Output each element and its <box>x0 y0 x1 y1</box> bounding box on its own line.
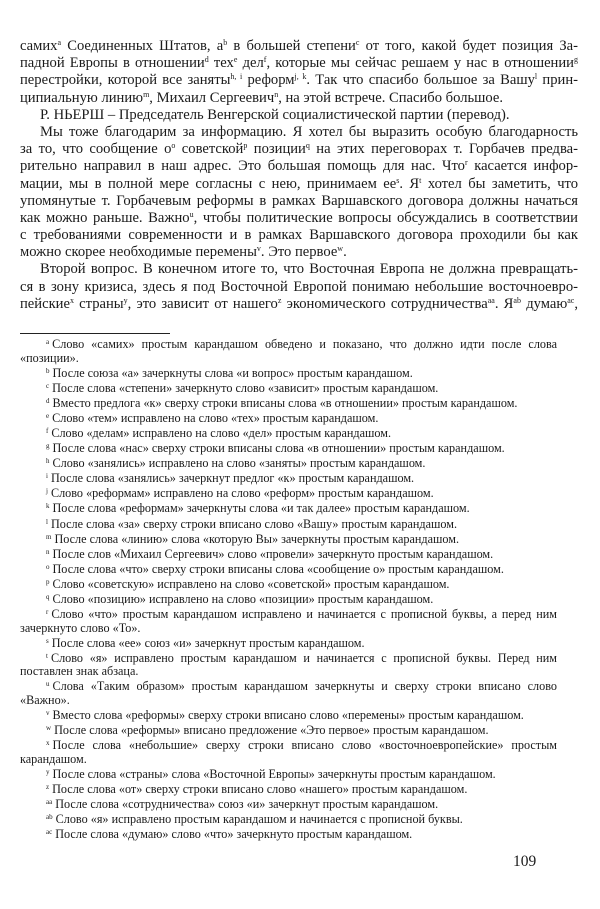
footnote <box>20 724 557 738</box>
footnote-text: После слова «нас» сверху строки вписаны слова «в отношении» простым карандашом. <box>52 441 505 456</box>
footnote-text: После союза «а» зачеркнуты слова «и вопрос» простым карандашом. <box>52 365 413 380</box>
footnote <box>20 487 557 501</box>
footnote-text: После слова «думаю» слово «что» зачеркнуто простым карандашом. <box>55 827 413 842</box>
footnote-ref: m <box>143 89 150 99</box>
footnote-mark: j <box>46 487 48 496</box>
footnote-text: После слов «Михаил Сергеевич» слово «провели» зачеркнуто простым карандашом. <box>52 546 494 561</box>
footnote-text: После слова «страны» слова «Восточной Европы» зачеркнуты простым карандашом. <box>52 766 496 781</box>
footnote-ref: ab <box>513 295 521 305</box>
text-line: Второй вопрос. В конечном итоге то, что Восточная Европа не должна превращать- <box>40 261 578 278</box>
footnote-text: После слова «за» сверху строки вписано слово «Вашу» простым карандашом. <box>50 516 457 531</box>
footnote <box>20 783 557 797</box>
text-line: перестройки, которой все заняты$^{h, i}$ реформ$^{j, k}$. Так что спасибо большое за Вашу$^l$ прин- <box>20 72 578 89</box>
footnote-ref: b <box>223 38 228 47</box>
footnote <box>20 338 557 365</box>
footnote-ref: l <box>534 72 538 82</box>
text-line: упомянутые т. Горбачевым реформы в рамках Варшавского договора должны начаться <box>20 192 578 209</box>
footnote-ref: q <box>305 141 310 151</box>
text-line: с требованиями современности и в рамках Варшавского договора проходили бы как <box>20 227 578 244</box>
text-line: рительно направил в наш адрес. Это большая помощь для нас. Что$^r$ касается инфор- <box>20 158 579 175</box>
footnote-text: Слово «я» исправлено простым карандашом и начинается с прописной буквы. <box>55 812 463 827</box>
footnote-ref: z <box>277 295 282 305</box>
footnote-mark: ac <box>46 828 53 837</box>
footnote-mark: g <box>46 442 50 451</box>
footnote-text: Слово «позицию» исправлено на слово «позиции» простым карандашом. <box>52 592 434 606</box>
footnote-mark: w <box>46 724 52 733</box>
footnote <box>20 457 557 471</box>
footnote-text: После слова «линию» слова «которую Вы» зачеркнуты простым карандашом. <box>54 531 460 546</box>
text-line: пейские$^x$ страны$^y$, это зависит от нашего$^z$ экономического сотрудничества$^{aa}$. $Я^{ab}$ думаю$^{ac}$, <box>20 295 579 312</box>
footnote-ref: p <box>243 141 248 151</box>
footnote <box>20 828 557 842</box>
footnote-ref: y <box>123 295 128 305</box>
text-line: мации, мы в полной мере согласны с нею, принимаем $ее^s$. $Я^t$ хотел бы заметить, что <box>20 175 579 192</box>
footnote-mark: a <box>46 338 50 346</box>
footnote-ref: w <box>337 244 344 254</box>
footnote-mark: ab <box>46 813 53 822</box>
footnote-mark: u <box>46 680 50 689</box>
footnote-ref: h, i <box>230 72 243 82</box>
page-number: 109 <box>513 853 537 870</box>
footnote-text: После слова «от» сверху строки вписано слово «нашего» простым карандашом. <box>52 781 468 796</box>
footnote-text: Слово «тем» исправлено на слово «тех» простым карандашом. <box>52 410 379 425</box>
footnote-ref: o <box>171 141 176 151</box>
footnote-mark: aa <box>46 797 53 806</box>
footnote-ref: ac <box>567 295 575 305</box>
footnote-text: Вместо предлога «к» сверху строки вписаны слова «в отношении» простым карандашом. <box>52 395 518 410</box>
footnote-text: После слова «занялись» зачеркнут предлог «к» простым карандашом. <box>50 471 415 486</box>
footnote-mark: k <box>46 502 50 511</box>
footnote-ref: u <box>189 209 194 219</box>
text-line: самих$^a$ Соединенных Штатов, $а^b$ в большей степени$^c$ от того, какой будет позиция За- <box>20 38 578 54</box>
footnote-ref: s <box>396 175 400 185</box>
footnote-ref: e <box>233 55 238 65</box>
main-text <box>20 38 578 313</box>
footnote-ref: c <box>355 38 360 47</box>
footnote-text: Слово «советскую» исправлено на слово «советской» простым карандашом. <box>52 576 450 591</box>
footnote-mark: s <box>46 636 49 645</box>
footnote-ref: f <box>263 55 267 65</box>
text-line: ся в зону кризиса, здесь я под Восточной Европой понимаю небольшие восточноевро- <box>20 278 578 295</box>
footnote-mark: i <box>46 472 48 481</box>
footnote <box>20 608 557 635</box>
text-line: за то, что сообщение $о^o$ советской$^p$ позиции$^q$ на этих переговорах т. Горбачев предва- <box>20 141 578 158</box>
footnote <box>20 637 557 651</box>
footnote-mark: r <box>46 608 49 617</box>
footnote-text: После слова «что» сверху строки вписаны слова «сообщение о» простым карандашом. <box>52 561 504 576</box>
footnote <box>20 652 557 679</box>
footnote-ref: r <box>464 158 468 168</box>
footnote-mark: n <box>46 547 50 556</box>
footnote-text: После слова «реформам» зачеркнуты слова «и так далее» простым карандашом. <box>52 501 470 516</box>
footnote-mark: h <box>46 457 50 466</box>
footnote-text: После слова «ее» союз «и» зачеркнут простым карандашом. <box>51 635 365 650</box>
footnote-mark: f <box>46 426 49 435</box>
footnote-mark: p <box>46 577 50 586</box>
footnote <box>20 502 557 516</box>
footnote <box>20 533 557 547</box>
footnote-text: Слово «самих» простым карандашом обведено и показано, что должно идти после слова «позиции». <box>20 337 557 365</box>
text-line: падной Европы в отношении$^d$ тех$^e$ дел$^f$, которые мы сейчас решаем у нас в отношении$^g$ <box>20 55 578 72</box>
footnote <box>20 397 557 411</box>
footnote-text: Вместо слова «реформы» сверху строки вписано слово «перемены» простым карандашом. <box>52 707 524 722</box>
footnote-mark: b <box>46 366 50 375</box>
footnote-ref: n <box>274 89 279 99</box>
text-line: можно скорее необходимые перемены$^v$. Это первое$^w$. <box>20 244 347 261</box>
footnote-text: После слова «реформы» вписано предложение «Это первое» простым карандашом. <box>54 723 489 738</box>
footnote-mark: m <box>46 532 52 541</box>
footnote <box>20 442 557 456</box>
footnote <box>20 427 557 441</box>
footnote-text: Слово «занялись» исправлено на слово «заняты» простым карандашом. <box>52 456 426 471</box>
footnote <box>20 593 557 607</box>
footnote-text: После слова «степени» зачеркнуто слово «зависит» простым карандашом. <box>52 380 439 395</box>
footnote-ref: g <box>574 55 578 65</box>
footnote-mark: x <box>46 739 50 748</box>
footnote-mark: t <box>46 651 48 660</box>
text-line: Мы тоже благодарим за информацию. Я хотел бы выразить особую благодарность <box>40 123 578 140</box>
footnote-text: После слова «сотрудничества» союз «и» зачеркнут простым карандашом. <box>55 796 439 811</box>
footnote-text: Слово «что» простым карандашом исправлено и начинается с прописной буквы, а перед ним зачеркнуто слово «То». <box>20 607 557 635</box>
text-line: Р. НЬЕРШ – Председатель Венгерской социалистической партии (перевод). <box>40 106 510 123</box>
footnote <box>20 798 557 812</box>
footnote-ref: x <box>69 295 74 305</box>
footnote-text: Слово «делам» исправлено на слово «дел» простым карандашом. <box>51 425 391 440</box>
footnote <box>20 367 557 381</box>
footnote-mark: e <box>46 411 50 420</box>
footnote <box>20 548 557 562</box>
footnote-mark: q <box>46 593 50 601</box>
footnote <box>20 578 557 592</box>
footnote-mark: l <box>46 517 48 526</box>
text-line: ципиальную линию$^m$, Михаил Сергеевич$^n$, на этой встрече. Спасибо большое. <box>20 89 503 106</box>
footnote <box>20 563 557 577</box>
footnote-mark: v <box>46 708 50 717</box>
footnote-divider <box>20 333 170 334</box>
footnote-text: Слово «реформам» исправлено на слово «реформ» простым карандашом. <box>50 486 434 501</box>
footnote <box>20 709 557 723</box>
footnote <box>20 813 557 827</box>
footnote-ref: d <box>204 55 209 65</box>
text-line: как можно раньше. Важно$^u$, чтобы политические вопросы обсуждались в соответствии <box>20 209 578 226</box>
footnote-ref: j, k <box>294 72 307 82</box>
footnote-mark: d <box>46 396 50 405</box>
footnote <box>20 518 557 532</box>
footnote-text: Слова «Таким образом» простым карандашом зачеркнуты и сверху строки вписано слово «Важно». <box>20 679 557 707</box>
footnote <box>20 472 557 486</box>
footnotes <box>20 338 557 843</box>
footnote-text: Слово «я» исправлено простым карандашом и начинается с прописной буквы. Перед ним поставлен знак абзаца. <box>20 650 557 679</box>
footnote <box>20 768 557 782</box>
footnote-mark: y <box>46 767 50 776</box>
footnote-mark: o <box>46 562 50 571</box>
footnote-ref: a <box>57 38 62 47</box>
footnote-mark: z <box>46 782 50 791</box>
footnote <box>20 412 557 426</box>
footnote-ref: t <box>419 175 422 185</box>
footnote-ref: aa <box>487 295 495 305</box>
footnote-text: После слова «небольшие» сверху строки вписано слово «восточноевропейские» простым карандашом. <box>20 738 557 766</box>
footnote <box>20 680 557 707</box>
footnote-mark: c <box>46 381 50 390</box>
footnote <box>20 382 557 396</box>
footnote-ref: v <box>256 244 261 254</box>
footnote <box>20 739 557 766</box>
